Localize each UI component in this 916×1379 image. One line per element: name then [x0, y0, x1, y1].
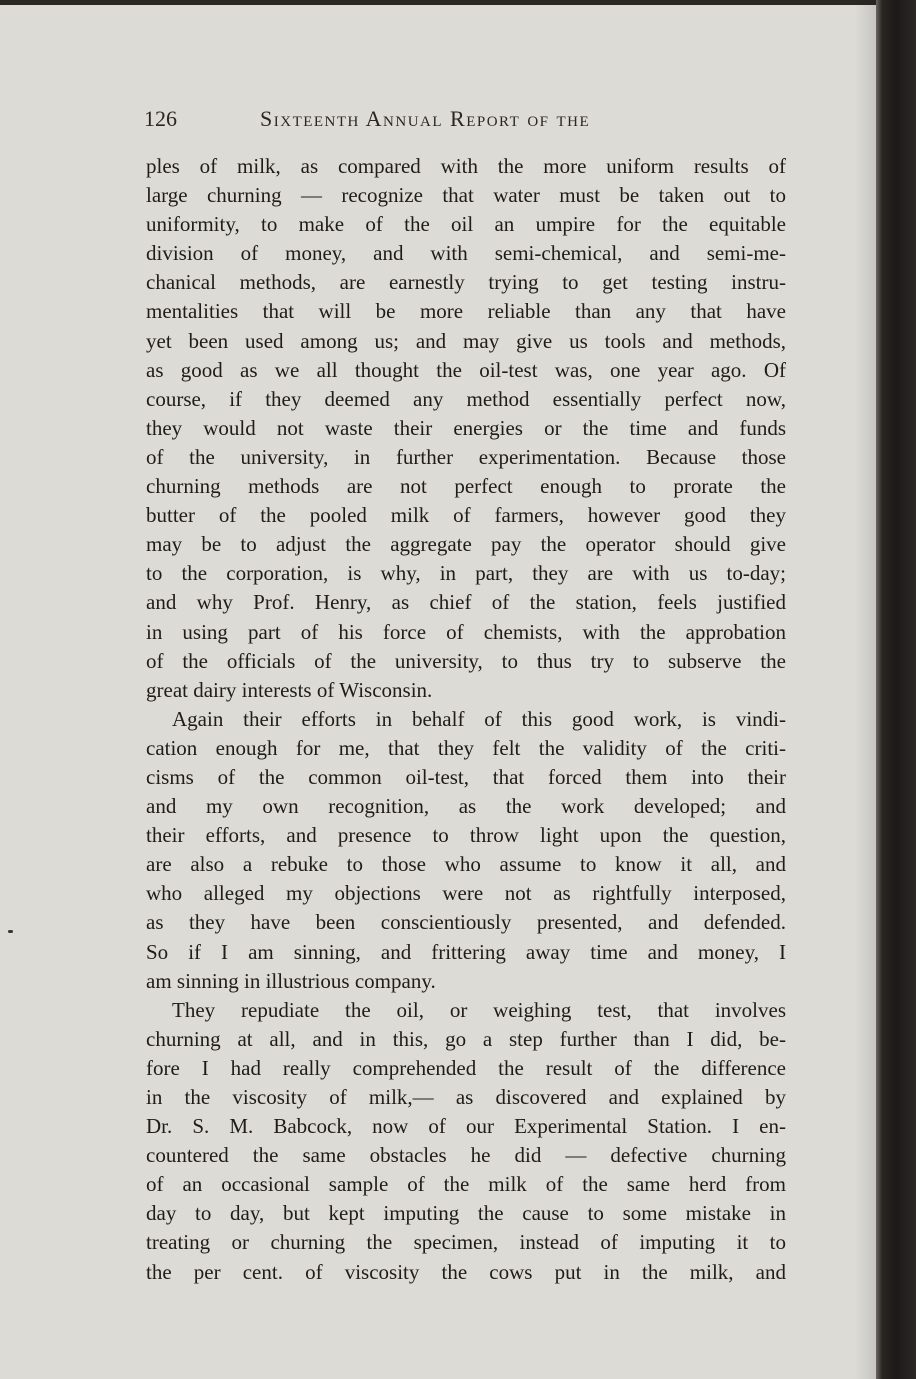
text-line: large churning — recognize that water must be taken out to	[146, 183, 786, 208]
text-line: they would not waste their energies or the time and funds	[146, 415, 786, 440]
text-line: fore I had really comprehended the result of the difference	[146, 1055, 786, 1080]
top-edge-rule	[0, 0, 880, 5]
page-number: 126	[144, 106, 177, 131]
text-line: countered the same obstacles he did — defective churning	[146, 1143, 786, 1168]
ink-speck	[8, 930, 13, 933]
text-line: treating or churning the specimen, instead of imputing it to	[146, 1230, 786, 1255]
text-line: the per cent. of viscosity the cows put in the milk, and	[146, 1259, 786, 1284]
text-line: ples of milk, as compared with the more uniform results of	[146, 154, 786, 178]
text-line: churning at all, and in this, go a step further than I did, be-	[146, 1026, 786, 1051]
text-line: cisms of the common oil-test, that forced them into their	[146, 764, 786, 789]
text-line: So if I am sinning, and frittering away time and money, I	[146, 939, 786, 964]
text-line: may be to adjust the aggregate pay the operator should give	[146, 532, 786, 557]
text-line: and why Prof. Henry, as chief of the station, feels justified	[146, 590, 786, 615]
text-line: uniformity, to make of the oil an umpire for the equitable	[146, 212, 786, 237]
text-line: yet been used among us; and may give us tools and methods,	[146, 328, 786, 353]
text-line: of the officials of the university, to thus try to subserve the	[146, 648, 786, 673]
paragraph-2	[146, 705, 786, 996]
gutter-shadow	[854, 0, 876, 1379]
text-line: division of money, and with semi-chemical, and semi-me-	[146, 241, 786, 266]
body-text	[146, 152, 786, 1287]
text-line: course, if they deemed any method essentially perfect now,	[146, 386, 786, 411]
text-line: of the university, in further experimentation. Because those	[146, 444, 786, 469]
text-line: Again their efforts in behalf of this good work, is vindi-	[172, 706, 786, 731]
book-binding-edge	[876, 0, 916, 1379]
text-line: who alleged my objections were not as rightfully interposed,	[146, 881, 786, 906]
text-line: and my own recognition, as the work developed; and	[146, 794, 786, 819]
running-head: Sixteenth Annual Report of the	[260, 106, 591, 131]
text-line: as good as we all thought the oil-test was, one year ago. Of	[146, 357, 786, 382]
text-line: in the viscosity of milk,— as discovered and explained by	[146, 1085, 786, 1109]
text-line: to the corporation, is why, in part, they are with us to-day;	[146, 561, 786, 586]
text-line: am sinning in illustrious company.	[146, 968, 436, 993]
text-line: are also a rebuke to those who assume to know it all, and	[146, 852, 786, 877]
text-line: cation enough for me, that they felt the validity of the criti-	[146, 735, 786, 760]
text-line: churning methods are not perfect enough to prorate the	[146, 474, 786, 499]
text-line: in using part of his force of chemists, with the approbation	[146, 619, 786, 644]
text-line: butter of the pooled milk of farmers, however good they	[146, 503, 786, 528]
text-line: day to day, but kept imputing the cause to some mistake in	[146, 1201, 786, 1226]
text-line: Dr. S. M. Babcock, now of our Experimental Station. I en-	[146, 1114, 786, 1139]
text-line: of an occasional sample of the milk of the same herd from	[146, 1172, 786, 1197]
text-line: great dairy interests of Wisconsin.	[146, 677, 433, 702]
paragraph-3	[146, 996, 786, 1287]
text-line: as they have been conscientiously presented, and defended.	[146, 910, 786, 935]
page-header	[144, 106, 790, 138]
text-line: They repudiate the oil, or weighing test, that involves	[172, 997, 786, 1022]
text-line: chanical methods, are earnestly trying to get testing instru-	[146, 270, 786, 295]
text-line: mentalities that will be more reliable than any that have	[146, 299, 786, 324]
paragraph-1	[146, 152, 786, 705]
text-line: their efforts, and presence to throw light upon the question,	[146, 823, 786, 848]
